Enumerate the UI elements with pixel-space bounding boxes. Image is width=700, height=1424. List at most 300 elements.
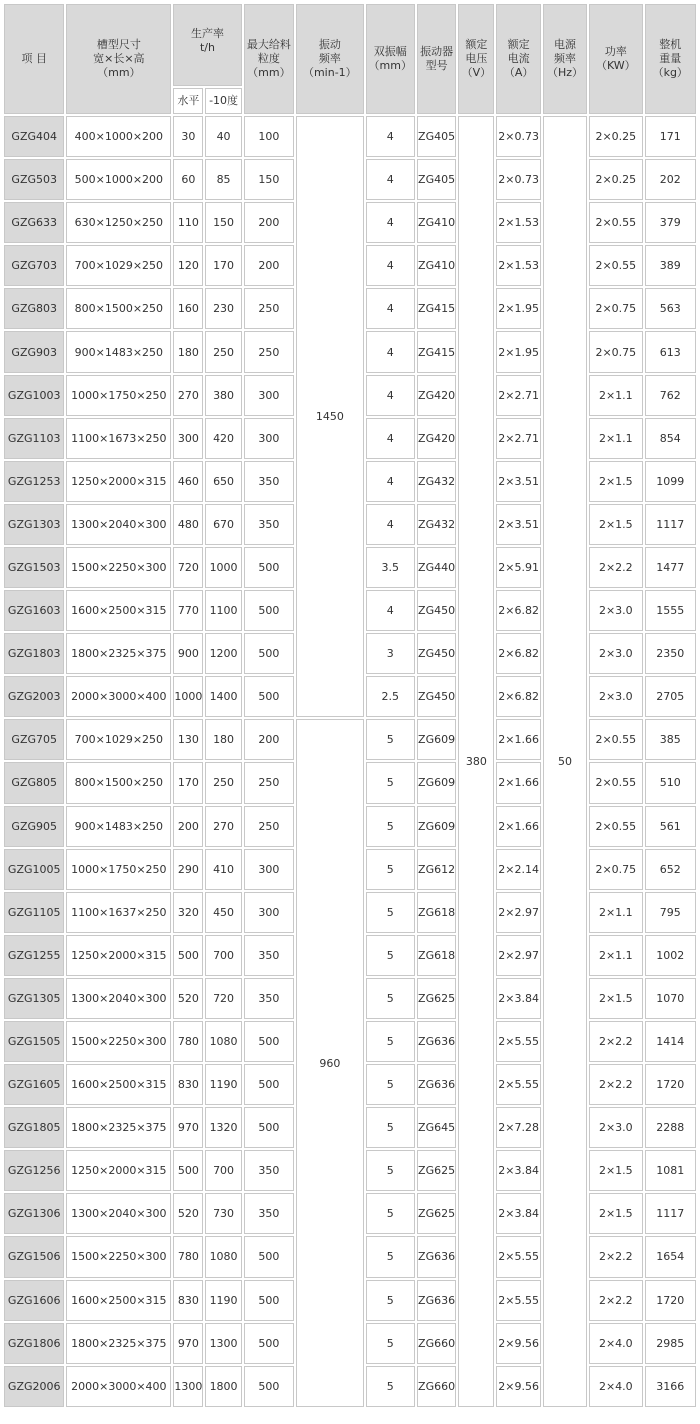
rate-horizontal-cell: 520: [173, 978, 203, 1019]
weight-cell: 385: [645, 719, 696, 760]
vibrator-model-cell: ZG625: [417, 1150, 456, 1191]
rated-current-cell: 2×2.97: [496, 935, 540, 976]
weight-cell: 171: [645, 116, 696, 157]
size-cell: 700×1029×250: [66, 719, 171, 760]
amplitude-cell: 5: [366, 762, 415, 803]
amplitude-cell: 5: [366, 935, 415, 976]
amplitude-cell: 5: [366, 1064, 415, 1105]
model-cell: GZG1003: [4, 375, 64, 416]
size-cell: 500×1000×200: [66, 159, 171, 200]
feed-size-cell: 100: [244, 116, 294, 157]
feed-size-cell: 250: [244, 288, 294, 329]
size-cell: 1300×2040×300: [66, 1193, 171, 1234]
vibration-frequency-cell: 960: [296, 719, 364, 1407]
amplitude-cell: 5: [366, 1021, 415, 1062]
vibrator-model-cell: ZG618: [417, 892, 456, 933]
power-cell: 2×1.1: [589, 935, 642, 976]
size-cell: 1500×2250×300: [66, 547, 171, 588]
vibrator-model-cell: ZG420: [417, 375, 456, 416]
rate-horizontal-cell: 520: [173, 1193, 203, 1234]
vibrator-model-cell: ZG450: [417, 676, 456, 717]
rate-minus-10-cell: 1200: [205, 633, 241, 674]
rate-minus-10-cell: 250: [205, 762, 241, 803]
feed-size-cell: 350: [244, 1150, 294, 1191]
feed-size-cell: 350: [244, 504, 294, 545]
model-cell: GZG703: [4, 245, 64, 286]
header-vibrator-model: 振动器 型号: [417, 4, 456, 114]
rate-minus-10-cell: 230: [205, 288, 241, 329]
size-cell: 700×1029×250: [66, 245, 171, 286]
header-rated-current: 额定 电流 （A）: [496, 4, 540, 114]
feed-size-cell: 500: [244, 1366, 294, 1407]
power-cell: 2×4.0: [589, 1323, 642, 1364]
rated-current-cell: 2×2.97: [496, 892, 540, 933]
power-cell: 2×2.2: [589, 547, 642, 588]
model-cell: GZG1603: [4, 590, 64, 631]
rated-current-cell: 2×6.82: [496, 633, 540, 674]
feed-size-cell: 300: [244, 418, 294, 459]
header-item: 项 目: [4, 4, 64, 114]
header-double-amplitude: 双振幅 （mm）: [366, 4, 415, 114]
power-cell: 2×0.75: [589, 331, 642, 372]
amplitude-cell: 5: [366, 892, 415, 933]
rated-current-cell: 2×6.82: [496, 676, 540, 717]
rate-minus-10-cell: 180: [205, 719, 241, 760]
rated-current-cell: 2×5.55: [496, 1021, 540, 1062]
rate-minus-10-cell: 1800: [205, 1366, 241, 1407]
model-cell: GZG1805: [4, 1107, 64, 1148]
feed-size-cell: 350: [244, 978, 294, 1019]
weight-cell: 563: [645, 288, 696, 329]
feed-size-cell: 200: [244, 719, 294, 760]
weight-cell: 561: [645, 806, 696, 847]
rate-horizontal-cell: 110: [173, 202, 203, 243]
power-cell: 2×1.5: [589, 1150, 642, 1191]
model-cell: GZG404: [4, 116, 64, 157]
header-weight: 整机 重量 （kg）: [645, 4, 696, 114]
amplitude-cell: 4: [366, 202, 415, 243]
rated-current-cell: 2×5.55: [496, 1236, 540, 1277]
weight-cell: 762: [645, 375, 696, 416]
power-cell: 2×1.1: [589, 418, 642, 459]
weight-cell: 3166: [645, 1366, 696, 1407]
rate-horizontal-cell: 1300: [173, 1366, 203, 1407]
vibrator-model-cell: ZG660: [417, 1366, 456, 1407]
rate-horizontal-cell: 170: [173, 762, 203, 803]
amplitude-cell: 5: [366, 1366, 415, 1407]
weight-cell: 1720: [645, 1280, 696, 1321]
rate-minus-10-cell: 670: [205, 504, 241, 545]
rate-horizontal-cell: 120: [173, 245, 203, 286]
amplitude-cell: 5: [366, 1280, 415, 1321]
rated-current-cell: 2×2.71: [496, 418, 540, 459]
rate-minus-10-cell: 1300: [205, 1323, 241, 1364]
model-cell: GZG2006: [4, 1366, 64, 1407]
feed-size-cell: 350: [244, 461, 294, 502]
rate-minus-10-cell: 1080: [205, 1021, 241, 1062]
size-cell: 1300×2040×300: [66, 978, 171, 1019]
rate-horizontal-cell: 970: [173, 1107, 203, 1148]
weight-cell: 1081: [645, 1150, 696, 1191]
vibrator-model-cell: ZG450: [417, 633, 456, 674]
power-cell: 2×0.25: [589, 116, 642, 157]
model-cell: GZG1255: [4, 935, 64, 976]
feed-size-cell: 200: [244, 202, 294, 243]
power-frequency-cell: 50: [543, 116, 587, 1407]
vibrator-model-cell: ZG636: [417, 1280, 456, 1321]
vibrator-model-cell: ZG636: [417, 1021, 456, 1062]
amplitude-cell: 5: [366, 978, 415, 1019]
amplitude-cell: 4: [366, 116, 415, 157]
vibrator-model-cell: ZG625: [417, 978, 456, 1019]
vibrator-model-cell: ZG420: [417, 418, 456, 459]
size-cell: 630×1250×250: [66, 202, 171, 243]
power-cell: 2×0.75: [589, 288, 642, 329]
amplitude-cell: 4: [366, 590, 415, 631]
rate-minus-10-cell: 700: [205, 1150, 241, 1191]
model-cell: GZG705: [4, 719, 64, 760]
feed-size-cell: 500: [244, 1236, 294, 1277]
model-cell: GZG1503: [4, 547, 64, 588]
feed-size-cell: 200: [244, 245, 294, 286]
rate-minus-10-cell: 1000: [205, 547, 241, 588]
amplitude-cell: 3: [366, 633, 415, 674]
feed-size-cell: 150: [244, 159, 294, 200]
rate-minus-10-cell: 40: [205, 116, 241, 157]
power-cell: 2×3.0: [589, 633, 642, 674]
size-cell: 2000×3000×400: [66, 1366, 171, 1407]
rated-current-cell: 2×3.84: [496, 1193, 540, 1234]
feed-size-cell: 500: [244, 1107, 294, 1148]
size-cell: 1600×2500×315: [66, 1064, 171, 1105]
amplitude-cell: 2.5: [366, 676, 415, 717]
rate-horizontal-cell: 160: [173, 288, 203, 329]
feed-size-cell: 500: [244, 1280, 294, 1321]
header-vibration-frequency: 振动 频率 （min-1）: [296, 4, 364, 114]
weight-cell: 1070: [645, 978, 696, 1019]
rate-horizontal-cell: 200: [173, 806, 203, 847]
power-cell: 2×4.0: [589, 1366, 642, 1407]
rate-minus-10-cell: 250: [205, 331, 241, 372]
amplitude-cell: 4: [366, 245, 415, 286]
feed-size-cell: 500: [244, 633, 294, 674]
rate-minus-10-cell: 1100: [205, 590, 241, 631]
vibrator-model-cell: ZG609: [417, 762, 456, 803]
rated-current-cell: 2×1.66: [496, 762, 540, 803]
rate-horizontal-cell: 970: [173, 1323, 203, 1364]
power-cell: 2×3.0: [589, 1107, 642, 1148]
size-cell: 1250×2000×315: [66, 461, 171, 502]
power-cell: 2×1.5: [589, 1193, 642, 1234]
model-cell: GZG805: [4, 762, 64, 803]
rated-current-cell: 2×0.73: [496, 159, 540, 200]
amplitude-cell: 4: [366, 375, 415, 416]
model-cell: GZG633: [4, 202, 64, 243]
amplitude-cell: 5: [366, 849, 415, 890]
rate-horizontal-cell: 290: [173, 849, 203, 890]
rate-horizontal-cell: 500: [173, 935, 203, 976]
weight-cell: 389: [645, 245, 696, 286]
weight-cell: 2288: [645, 1107, 696, 1148]
power-cell: 2×2.2: [589, 1021, 642, 1062]
rate-horizontal-cell: 830: [173, 1064, 203, 1105]
amplitude-cell: 5: [366, 719, 415, 760]
header-power: 功率 （KW）: [589, 4, 642, 114]
feed-size-cell: 250: [244, 762, 294, 803]
model-cell: GZG1505: [4, 1021, 64, 1062]
size-cell: 1250×2000×315: [66, 1150, 171, 1191]
model-cell: GZG1253: [4, 461, 64, 502]
rate-horizontal-cell: 130: [173, 719, 203, 760]
feed-size-cell: 300: [244, 375, 294, 416]
model-cell: GZG1605: [4, 1064, 64, 1105]
table-row: [4, 116, 696, 157]
amplitude-cell: 4: [366, 331, 415, 372]
rate-horizontal-cell: 770: [173, 590, 203, 631]
vibration-frequency-cell: 1450: [296, 116, 364, 717]
rated-current-cell: 2×1.66: [496, 719, 540, 760]
rate-minus-10-cell: 1190: [205, 1280, 241, 1321]
model-cell: GZG1256: [4, 1150, 64, 1191]
rate-horizontal-cell: 60: [173, 159, 203, 200]
rate-horizontal-cell: 1000: [173, 676, 203, 717]
model-cell: GZG1306: [4, 1193, 64, 1234]
weight-cell: 795: [645, 892, 696, 933]
weight-cell: 2705: [645, 676, 696, 717]
feed-size-cell: 350: [244, 1193, 294, 1234]
rate-horizontal-cell: 300: [173, 418, 203, 459]
vibrator-model-cell: ZG609: [417, 719, 456, 760]
header-production-rate: 生产率 t/h: [173, 4, 241, 86]
vibrator-model-cell: ZG415: [417, 331, 456, 372]
rate-horizontal-cell: 900: [173, 633, 203, 674]
vibrator-model-cell: ZG410: [417, 202, 456, 243]
feed-size-cell: 500: [244, 547, 294, 588]
weight-cell: 1117: [645, 1193, 696, 1234]
vibrator-model-cell: ZG625: [417, 1193, 456, 1234]
size-cell: 1250×2000×315: [66, 935, 171, 976]
vibrator-model-cell: ZG405: [417, 159, 456, 200]
size-cell: 400×1000×200: [66, 116, 171, 157]
rated-current-cell: 2×1.66: [496, 806, 540, 847]
vibrator-model-cell: ZG440: [417, 547, 456, 588]
power-cell: 2×2.2: [589, 1064, 642, 1105]
rate-horizontal-cell: 780: [173, 1021, 203, 1062]
vibrator-model-cell: ZG636: [417, 1236, 456, 1277]
header-max-feed-size: 最大给料 粒度 （mm）: [244, 4, 294, 114]
model-cell: GZG1005: [4, 849, 64, 890]
vibrator-model-cell: ZG415: [417, 288, 456, 329]
amplitude-cell: 5: [366, 1150, 415, 1191]
power-cell: 2×2.2: [589, 1236, 642, 1277]
power-cell: 2×0.55: [589, 762, 642, 803]
rate-minus-10-cell: 270: [205, 806, 241, 847]
vibrator-model-cell: ZG405: [417, 116, 456, 157]
rated-current-cell: 2×1.53: [496, 202, 540, 243]
feed-size-cell: 500: [244, 1323, 294, 1364]
weight-cell: 379: [645, 202, 696, 243]
size-cell: 1000×1750×250: [66, 375, 171, 416]
rate-minus-10-cell: 730: [205, 1193, 241, 1234]
power-cell: 2×0.25: [589, 159, 642, 200]
rated-current-cell: 2×3.84: [496, 978, 540, 1019]
model-cell: GZG503: [4, 159, 64, 200]
size-cell: 1600×2500×315: [66, 1280, 171, 1321]
weight-cell: 1555: [645, 590, 696, 631]
feed-size-cell: 300: [244, 849, 294, 890]
amplitude-cell: 4: [366, 461, 415, 502]
rate-minus-10-cell: 650: [205, 461, 241, 502]
size-cell: 800×1500×250: [66, 288, 171, 329]
size-cell: 800×1500×250: [66, 762, 171, 803]
spec-table-body: [4, 116, 696, 1407]
vibrator-model-cell: ZG609: [417, 806, 456, 847]
vibrator-model-cell: ZG636: [417, 1064, 456, 1105]
rate-horizontal-cell: 320: [173, 892, 203, 933]
size-cell: 1300×2040×300: [66, 504, 171, 545]
power-cell: 2×1.1: [589, 892, 642, 933]
power-cell: 2×0.55: [589, 719, 642, 760]
feed-size-cell: 500: [244, 1064, 294, 1105]
rate-minus-10-cell: 700: [205, 935, 241, 976]
size-cell: 900×1483×250: [66, 806, 171, 847]
rate-minus-10-cell: 1190: [205, 1064, 241, 1105]
rate-minus-10-cell: 85: [205, 159, 241, 200]
rate-horizontal-cell: 270: [173, 375, 203, 416]
rate-horizontal-cell: 720: [173, 547, 203, 588]
amplitude-cell: 4: [366, 418, 415, 459]
feed-size-cell: 300: [244, 892, 294, 933]
size-cell: 1100×1637×250: [66, 892, 171, 933]
feed-size-cell: 500: [244, 1021, 294, 1062]
size-cell: 1500×2250×300: [66, 1021, 171, 1062]
size-cell: 2000×3000×400: [66, 676, 171, 717]
rated-current-cell: 2×2.14: [496, 849, 540, 890]
rated-current-cell: 2×5.55: [496, 1064, 540, 1105]
rate-minus-10-cell: 380: [205, 375, 241, 416]
rate-minus-10-cell: 720: [205, 978, 241, 1019]
model-cell: GZG1305: [4, 978, 64, 1019]
rate-horizontal-cell: 460: [173, 461, 203, 502]
rated-voltage-cell: 380: [458, 116, 494, 1407]
power-cell: 2×1.5: [589, 461, 642, 502]
feed-size-cell: 250: [244, 331, 294, 372]
weight-cell: 1654: [645, 1236, 696, 1277]
model-cell: GZG903: [4, 331, 64, 372]
feed-size-cell: 350: [244, 935, 294, 976]
feed-size-cell: 250: [244, 806, 294, 847]
rated-current-cell: 2×9.56: [496, 1323, 540, 1364]
weight-cell: 2350: [645, 633, 696, 674]
size-cell: 1000×1750×250: [66, 849, 171, 890]
model-cell: GZG1803: [4, 633, 64, 674]
header-rate-horizontal: 水平: [173, 88, 203, 114]
amplitude-cell: 4: [366, 504, 415, 545]
feed-size-cell: 500: [244, 590, 294, 631]
rate-horizontal-cell: 830: [173, 1280, 203, 1321]
vibrator-model-cell: ZG612: [417, 849, 456, 890]
size-cell: 1500×2250×300: [66, 1236, 171, 1277]
rated-current-cell: 2×5.55: [496, 1280, 540, 1321]
amplitude-cell: 4: [366, 159, 415, 200]
rate-minus-10-cell: 1320: [205, 1107, 241, 1148]
header-trough-size: 槽型尺寸 宽×长×高 （mm）: [66, 4, 171, 114]
rated-current-cell: 2×6.82: [496, 590, 540, 631]
rate-minus-10-cell: 410: [205, 849, 241, 890]
model-cell: GZG2003: [4, 676, 64, 717]
rated-current-cell: 2×1.95: [496, 331, 540, 372]
power-cell: 2×3.0: [589, 676, 642, 717]
spec-table-container: [4, 4, 696, 1409]
header-rate-minus-10: -10度: [205, 88, 241, 114]
weight-cell: 2985: [645, 1323, 696, 1364]
rated-current-cell: 2×3.51: [496, 461, 540, 502]
amplitude-cell: 5: [366, 1236, 415, 1277]
amplitude-cell: 5: [366, 1193, 415, 1234]
rated-current-cell: 2×1.95: [496, 288, 540, 329]
rated-current-cell: 2×1.53: [496, 245, 540, 286]
weight-cell: 652: [645, 849, 696, 890]
rate-minus-10-cell: 1400: [205, 676, 241, 717]
vibrator-model-cell: ZG645: [417, 1107, 456, 1148]
power-cell: 2×3.0: [589, 590, 642, 631]
size-cell: 1800×2325×375: [66, 1323, 171, 1364]
size-cell: 1800×2325×375: [66, 1107, 171, 1148]
size-cell: 1600×2500×315: [66, 590, 171, 631]
size-cell: 900×1483×250: [66, 331, 171, 372]
vibrator-model-cell: ZG660: [417, 1323, 456, 1364]
power-cell: 2×0.55: [589, 202, 642, 243]
rated-current-cell: 2×2.71: [496, 375, 540, 416]
weight-cell: 202: [645, 159, 696, 200]
rate-minus-10-cell: 420: [205, 418, 241, 459]
model-cell: GZG1806: [4, 1323, 64, 1364]
vibrator-model-cell: ZG410: [417, 245, 456, 286]
model-cell: GZG1303: [4, 504, 64, 545]
amplitude-cell: 5: [366, 1107, 415, 1148]
amplitude-cell: 3.5: [366, 547, 415, 588]
rate-minus-10-cell: 1080: [205, 1236, 241, 1277]
vibrator-model-cell: ZG450: [417, 590, 456, 631]
power-cell: 2×0.75: [589, 849, 642, 890]
rate-horizontal-cell: 500: [173, 1150, 203, 1191]
model-cell: GZG905: [4, 806, 64, 847]
power-cell: 2×1.5: [589, 978, 642, 1019]
weight-cell: 854: [645, 418, 696, 459]
amplitude-cell: 5: [366, 1323, 415, 1364]
vibrator-model-cell: ZG618: [417, 935, 456, 976]
size-cell: 1100×1673×250: [66, 418, 171, 459]
rate-horizontal-cell: 180: [173, 331, 203, 372]
rated-current-cell: 2×5.91: [496, 547, 540, 588]
table-row: [4, 719, 696, 760]
rate-minus-10-cell: 450: [205, 892, 241, 933]
amplitude-cell: 4: [366, 288, 415, 329]
rated-current-cell: 2×9.56: [496, 1366, 540, 1407]
vibrator-model-cell: ZG432: [417, 461, 456, 502]
rated-current-cell: 2×3.84: [496, 1150, 540, 1191]
power-cell: 2×2.2: [589, 1280, 642, 1321]
model-cell: GZG1506: [4, 1236, 64, 1277]
size-cell: 1800×2325×375: [66, 633, 171, 674]
spec-table: [2, 2, 698, 1409]
weight-cell: 1477: [645, 547, 696, 588]
vibrator-model-cell: ZG432: [417, 504, 456, 545]
feed-size-cell: 500: [244, 676, 294, 717]
rate-horizontal-cell: 780: [173, 1236, 203, 1277]
amplitude-cell: 5: [366, 806, 415, 847]
model-cell: GZG1105: [4, 892, 64, 933]
